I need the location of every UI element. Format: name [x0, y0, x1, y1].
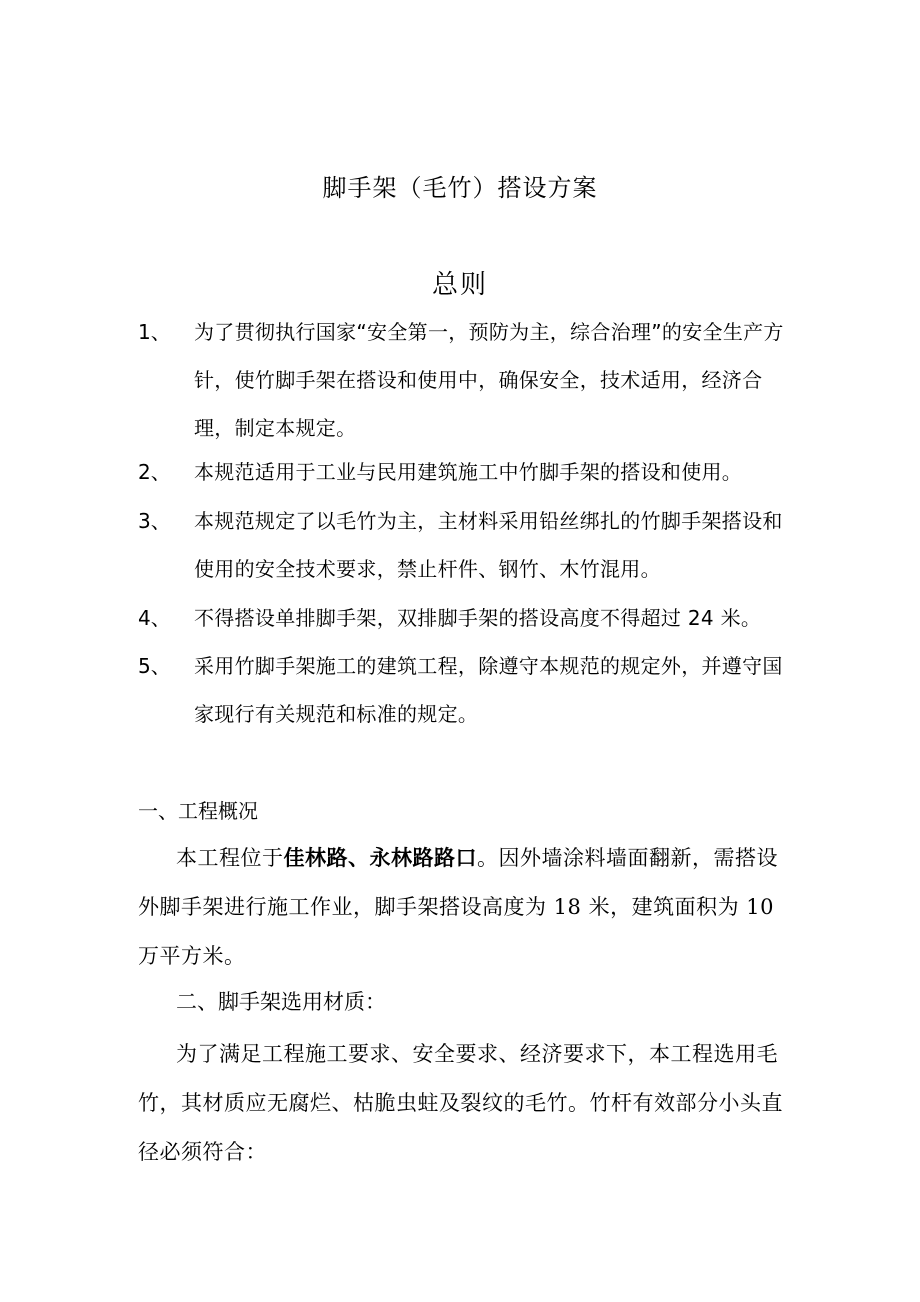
- overview-text-suffix: 。因外墙涂料墙面翻新，需搭设外脚手架进行施工作业，脚手架搭设高度为 18 米，建筑面积为 10 万平方米。: [138, 846, 778, 968]
- section-heading-overview: 一、工程概况: [138, 799, 258, 823]
- rule-text: 采用竹脚手架施工的建筑工程，除遵守本规范的规定外，并遵守国家现行有关规范和标准的规定。: [194, 654, 783, 726]
- rule-item: [138, 497, 798, 593]
- rule-item: [138, 594, 798, 642]
- rule-number: 3、: [138, 509, 171, 533]
- rule-number: 1、: [138, 320, 171, 344]
- section-heading-materials: 二、脚手架选用材质：: [176, 990, 386, 1014]
- rule-text: 本规范规定了以毛竹为主，主材料采用铅丝绑扎的竹脚手架搭设和使用的安全技术要求，禁止杆件、钢竹、木竹混用。: [194, 509, 783, 581]
- rule-text: 不得搭设单排脚手架，双排脚手架的搭设高度不得超过 24 米。: [194, 606, 762, 630]
- project-location: 佳林路、永林路路口: [283, 846, 477, 870]
- rule-number: 4、: [138, 606, 171, 630]
- overview-paragraph: [138, 834, 798, 981]
- rule-number: 5、: [138, 654, 171, 678]
- rule-number: 2、: [138, 460, 171, 484]
- rule-item: [138, 308, 798, 452]
- rule-text: 本规范适用于工业与民用建筑施工中竹脚手架的搭设和使用。: [194, 460, 743, 484]
- document-title: 脚手架（毛竹）搭设方案: [322, 174, 598, 202]
- overview-text-prefix: 本工程位于: [176, 846, 284, 870]
- materials-paragraph: 为了满足工程施工要求、安全要求、经济要求下，本工程选用毛竹，其材质应无腐烂、枯脆虫蛀及裂纹的毛竹。竹杆有效部分小头直径必须符合：: [138, 1042, 783, 1164]
- rule-text: 为了贯彻执行国家“安全第一，预防为主，综合治理”的安全生产方针，使竹脚手架在搭设和使用中，确保安全，技术适用，经济合理，制定本规定。: [194, 320, 784, 440]
- rule-item: [138, 642, 798, 738]
- section-title-general: 总则: [431, 270, 488, 300]
- rule-item: [138, 448, 798, 496]
